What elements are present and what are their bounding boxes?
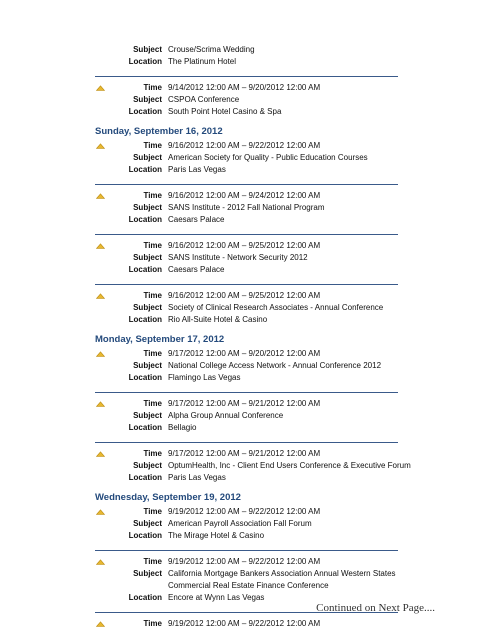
event-time (0, 506, 495, 518)
location-label: Location (128, 165, 162, 174)
location-label: Location (128, 265, 162, 274)
event-location-value: Bellagio (168, 423, 197, 432)
time-label: Time (143, 507, 162, 516)
event-location (0, 214, 495, 226)
location-label: Location (128, 423, 162, 432)
time-label: Time (143, 83, 162, 92)
event-subject (0, 94, 495, 106)
event-time (0, 448, 495, 460)
event-subject-value: American Payroll Association Fall Forum (168, 519, 312, 528)
event-time-value: 9/16/2012 12:00 AM – 9/25/2012 12:00 AM (168, 241, 321, 250)
time-label: Time (143, 291, 162, 300)
event-subject (0, 568, 495, 580)
location-label: Location (128, 315, 162, 324)
event-subject (0, 152, 495, 164)
event-location-value: Caesars Palace (168, 215, 225, 224)
event-subject-value: SANS Institute - Network Security 2012 (168, 253, 308, 262)
time-label: Time (143, 399, 162, 408)
event-time-value: 9/16/2012 12:00 AM – 9/25/2012 12:00 AM (168, 291, 321, 300)
day-heading: Monday, September 17, 2012 (95, 334, 225, 345)
event-location-value: Flamingo Las Vegas (168, 373, 241, 382)
entry-separator (95, 392, 398, 393)
event-location (0, 106, 495, 118)
event-subject (0, 302, 495, 314)
event-location (0, 264, 495, 276)
subject-label: Subject (133, 203, 162, 212)
event-subject (0, 410, 495, 422)
event-subject (0, 44, 495, 56)
location-label: Location (128, 215, 162, 224)
time-label: Time (143, 191, 162, 200)
event-time (0, 618, 495, 630)
event-subject-value: Alpha Group Annual Conference (168, 411, 284, 420)
event-subject-value: American Society for Quality - Public Education Courses (168, 153, 368, 162)
event-location (0, 422, 495, 434)
event-time (0, 348, 495, 360)
subject-label: Subject (133, 411, 162, 420)
event-time-value: 9/17/2012 12:00 AM – 9/21/2012 12:00 AM (168, 449, 321, 458)
event-subject-value: California Mortgage Bankers Association Annual Western States (168, 569, 396, 578)
event-time-value: 9/19/2012 12:00 AM – 9/22/2012 12:00 AM (168, 619, 321, 628)
event-time (0, 240, 495, 252)
event-subject-value: National College Access Network - Annual Conference 2012 (168, 361, 382, 370)
event-subject (0, 252, 495, 264)
event-subject (0, 460, 495, 472)
event-location-value: Paris Las Vegas (168, 473, 226, 482)
entry-separator (95, 284, 398, 285)
location-label: Location (128, 107, 162, 116)
event-subject-value: Society of Clinical Research Associates - Annual Conference (168, 303, 384, 312)
event-location-value: The Mirage Hotel & Casino (168, 531, 265, 540)
event-subject-value: OptumHealth, Inc - Client End Users Conference & Executive Forum (168, 461, 411, 470)
location-label: Location (128, 57, 162, 66)
subject-label: Subject (133, 461, 162, 470)
event-subject-value: Crouse/Scrima Wedding (168, 45, 255, 54)
event-subject-value: CSPOA Conference (168, 95, 240, 104)
event-time (0, 140, 495, 152)
event-location-value: The Platinum Hotel (168, 57, 237, 66)
event-subject (0, 360, 495, 372)
event-location-value: Encore at Wynn Las Vegas (168, 593, 265, 602)
continued-on-next-page: Continued on Next Page.... (316, 602, 435, 614)
event-subject (0, 518, 495, 530)
time-label: Time (143, 619, 162, 628)
day-heading: Sunday, September 16, 2012 (95, 126, 223, 137)
event-subject-value: SANS Institute - 2012 Fall National Program (168, 203, 325, 212)
event-location (0, 472, 495, 484)
subject-label: Subject (133, 303, 162, 312)
event-time (0, 190, 495, 202)
event-location (0, 164, 495, 176)
subject-label: Subject (133, 519, 162, 528)
event-time (0, 290, 495, 302)
subject-label: Subject (133, 361, 162, 370)
event-location-value: Paris Las Vegas (168, 165, 226, 174)
event-time (0, 556, 495, 568)
subject-label: Subject (133, 253, 162, 262)
event-time-value: 9/17/2012 12:00 AM – 9/21/2012 12:00 AM (168, 399, 321, 408)
day-heading: Wednesday, September 19, 2012 (95, 492, 241, 503)
time-label: Time (143, 349, 162, 358)
event-subject (0, 202, 495, 214)
event-time-value: 9/16/2012 12:00 AM – 9/22/2012 12:00 AM (168, 141, 321, 150)
time-label: Time (143, 141, 162, 150)
time-label: Time (143, 449, 162, 458)
event-location-value: Caesars Palace (168, 265, 225, 274)
event-location (0, 56, 495, 68)
entry-separator (95, 76, 398, 77)
event-location (0, 530, 495, 542)
subject-label: Subject (133, 569, 162, 578)
entry-separator (95, 234, 398, 235)
event-time-value: 9/16/2012 12:00 AM – 9/24/2012 12:00 AM (168, 191, 321, 200)
event-time-value: 9/14/2012 12:00 AM – 9/20/2012 12:00 AM (168, 83, 321, 92)
event-time-value: 9/17/2012 12:00 AM – 9/20/2012 12:00 AM (168, 349, 321, 358)
subject-label: Subject (133, 95, 162, 104)
time-label: Time (143, 557, 162, 566)
location-label: Location (128, 473, 162, 482)
event-location (0, 314, 495, 326)
event-time-value: 9/19/2012 12:00 AM – 9/22/2012 12:00 AM (168, 557, 321, 566)
time-label: Time (143, 241, 162, 250)
location-label: Location (128, 531, 162, 540)
entry-separator (95, 184, 398, 185)
event-location (0, 372, 495, 384)
event-subject-value: Commercial Real Estate Finance Conference (168, 581, 329, 590)
subject-label: Subject (133, 45, 162, 54)
event-location-value: Rio All-Suite Hotel & Casino (168, 315, 268, 324)
entry-separator (95, 550, 398, 551)
subject-label: Subject (133, 153, 162, 162)
event-time (0, 82, 495, 94)
event-time (0, 398, 495, 410)
event-location-value: South Point Hotel Casino & Spa (168, 107, 282, 116)
location-label: Location (128, 373, 162, 382)
location-label: Location (128, 593, 162, 602)
entry-separator (95, 442, 398, 443)
event-time-value: 9/19/2012 12:00 AM – 9/22/2012 12:00 AM (168, 507, 321, 516)
event-subject (0, 580, 495, 592)
